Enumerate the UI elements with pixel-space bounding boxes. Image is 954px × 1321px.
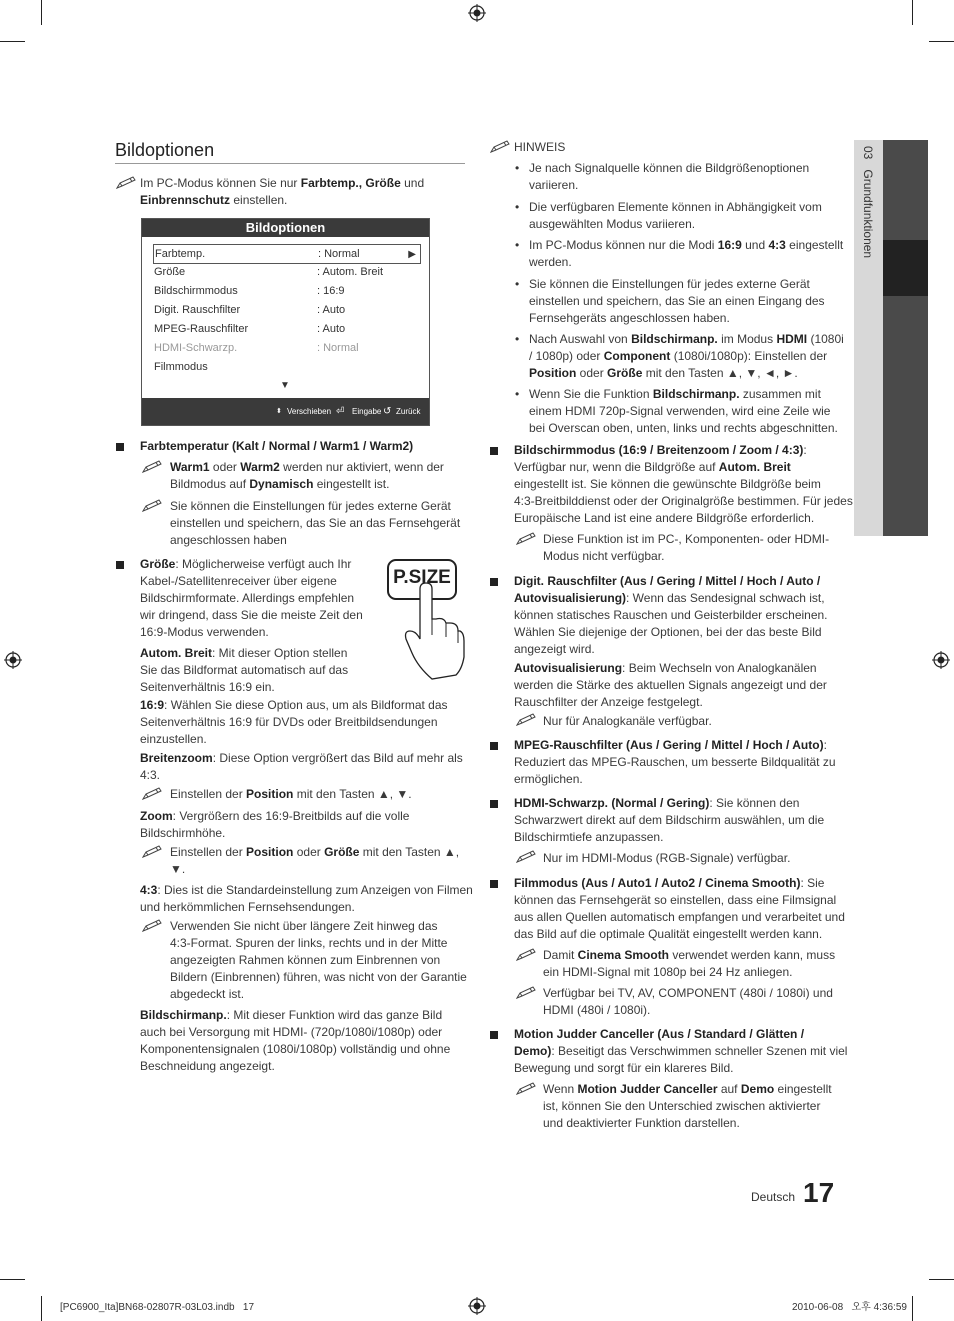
bullet-square xyxy=(490,578,498,586)
updown-icon: ⬍ xyxy=(276,408,282,415)
bullet-dot: • xyxy=(515,200,520,214)
osd-row-digit-rauschfilter[interactable]: Digit. Rauschfilter : Auto xyxy=(154,304,346,316)
autom-breit-paragraph: Autom. Breit: Mit dieser Option stellen Sie das Bildformat automatisch auf das Seitenverhältnis 16:9 ein. xyxy=(140,646,349,694)
note-pencil-icon xyxy=(142,845,164,859)
groesse-paragraph: Größe: Möglicherweise verfügt auch Ihr Kabel-/Satellitenreceiver über eigene Bildschirmformate. Allerdings empfehlen wir dringend, dass Sie die meiste Zeit den 16:9-Modus verwenden. xyxy=(140,557,363,639)
enter-icon: ⏎ xyxy=(336,406,345,417)
breitenzoom-paragraph: Breitenzoom: Diese Option vergrößert das Bild auf mehr als 4:3. xyxy=(140,751,463,782)
scroll-down-icon[interactable]: ▼ xyxy=(280,380,290,391)
filmmodus-paragraph: Filmmodus (Aus / Auto1 / Auto2 / Cinema Smooth): Sie können das Fernsehgerät so einstellen, dass eine Filmsignal aus allen Quellen automatisch empfangen und verarbeitet und das Bild auf die optimale Qualität eingestellt werden kann. xyxy=(514,876,845,941)
side-tab-dark xyxy=(883,296,928,536)
arrow-right-icon: ▶ xyxy=(408,249,416,260)
crop-mark xyxy=(912,1296,913,1321)
mjc-note: Wenn Motion Judder Canceller auf Demo eingestellt ist, können Sie den Unterschied zwischen aktivierter und deaktivierter Funktion darstellen. xyxy=(543,1082,832,1130)
filmmodus-note-2: Verfügbar bei TV, AV, COMPONENT (480i / 1080i) und HDMI (480i / 1080i). xyxy=(543,986,833,1017)
filmmodus-note-1: Damit Cinema Smooth verwendet werden kann, muss ein HDMI-Signal mit 1080p bei 24 Hz anliegen. xyxy=(543,948,836,979)
note-pencil-icon xyxy=(142,499,164,513)
bullet-square xyxy=(116,561,124,569)
hinweis-heading: HINWEIS xyxy=(514,140,566,154)
crop-mark xyxy=(929,1279,954,1280)
osd-row-bildschirmmodus[interactable]: Bildschirmmodus : 16:9 xyxy=(154,285,345,297)
note-pencil-icon xyxy=(142,919,164,933)
registration-mark-icon xyxy=(468,4,486,22)
side-tab-active xyxy=(883,240,928,296)
crop-mark xyxy=(0,1279,25,1280)
osd-row-mpeg-rauschfilter[interactable]: MPEG-Rauschfilter : Auto xyxy=(154,323,346,335)
note-pencil-icon xyxy=(516,1082,538,1096)
osd-row-hdmi-schwarzp: HDMI-Schwarzp. : Normal xyxy=(154,342,359,354)
note-pencil-icon xyxy=(490,140,512,154)
note-pencil-icon xyxy=(516,986,538,1000)
r43-paragraph: 4:3: Dies ist die Standardeinstellung zum Anzeigen von Filmen und herkömmlichen Fernsehsendungen. xyxy=(140,883,473,914)
zoom-paragraph: Zoom: Vergrößern des 16:9-Breitbilds auf die volle Bildschirmhöhe. xyxy=(140,809,410,840)
bildschirmmodus-note: Diese Funktion ist im PC-, Komponenten- oder HDMI- Modus nicht verfügbar. xyxy=(543,532,830,563)
note-pencil-icon xyxy=(142,787,164,801)
bullet-square xyxy=(490,800,498,808)
mpeg-rauschfilter-paragraph: MPEG-Rauschfilter (Aus / Gering / Mittel / Hoch / Auto): Reduziert das MPEG-Rauschen, um besserte Bildqualität zu ermöglichen. xyxy=(514,738,836,786)
registration-mark-icon xyxy=(932,651,950,669)
note-pencil-icon xyxy=(516,713,538,727)
bullet-square xyxy=(490,447,498,455)
bullet-square xyxy=(490,880,498,888)
zoom-note: Einstellen der Position oder Größe mit den Tasten ▲, ▼. xyxy=(170,845,460,876)
bullet-dot: • xyxy=(515,161,520,175)
digit-note: Nur für Analogkanäle verfügbar. xyxy=(543,714,712,728)
intro-line-2: Einbrennschutz einstellen. xyxy=(140,193,288,207)
note-pencil-icon xyxy=(142,460,164,474)
bullet-square xyxy=(490,1031,498,1039)
note-pencil-icon xyxy=(516,850,538,864)
crop-mark xyxy=(41,0,42,25)
hinweis-item-4: Sie können die Einstellungen für jedes externe Gerät einstellen und speichern, das Sie an einen Eingang des Fernsehgeräts angeschlossen haben. xyxy=(529,277,825,325)
side-tab-dark xyxy=(883,140,928,240)
farbtemp-note-1: Warm1 oder Warm2 werden nur aktiviert, wenn der Bildmodus auf Dynamisch eingestellt ist. xyxy=(170,460,444,491)
mjc-paragraph: Motion Judder Canceller (Aus / Standard / Glätten / Demo): Beseitigt das Verschwimmen schneller Szenen mit viel Bewegung und sorgt für ein klareres Bild. xyxy=(514,1027,848,1075)
osd-title: Bildoptionen xyxy=(142,219,429,237)
osd-menu xyxy=(141,218,430,426)
bildschirmmodus-paragraph: Bildschirmmodus (16:9 / Breitenzoom / Zoom / 4:3): Verfügbar nur, wenn die Bildgröße auf Autom. Breit eingestellt ist. Sie können die gewünschte Bildgröße beim 4:3-Breitbilddienst oder der Originalgröße bestimmen. Für jedes Europäische Land ist eine andere Bildgröße erforderlich. xyxy=(514,443,853,525)
chapter-number: 03 xyxy=(861,146,875,160)
bullet-dot: • xyxy=(515,277,520,291)
return-icon: ↺ xyxy=(383,406,392,417)
autovisualisierung-paragraph: Autovisualisierung: Beim Wechseln von Analogkanälen werden die Stärke des aktuellen Signals angezeigt und der Rauschfilter der Anzeige festgelegt. xyxy=(514,661,827,709)
bullet-dot: • xyxy=(515,387,520,401)
crop-mark xyxy=(0,41,25,42)
breitenzoom-note: Einstellen der Position mit den Tasten ▲, ▼. xyxy=(170,787,412,801)
chapter-label: Grundfunktionen xyxy=(861,169,875,259)
osd-row-farbtemp[interactable]: Farbtemp. : Normal ▶ xyxy=(153,244,421,264)
r43-note: Verwenden Sie nicht über längere Zeit hinweg das 4:3-Format. Spuren der links, rechts und in der Mitte angezeigten Rahmen können zum Einbrennen von Bildern (Einbrennen) führen, was nicht von der Garantie abgedeckt ist. xyxy=(170,919,467,1001)
hdmi-schwarzp-paragraph: HDMI-Schwarzp. (Normal / Gering): Sie können den Schwarzwert direkt auf dem Bildschirm auswählen, um die Bildschirmtiefe anzupassen. xyxy=(514,796,825,844)
psize-label: P.SIZE xyxy=(393,567,451,588)
bullet-square xyxy=(490,742,498,750)
crop-mark xyxy=(929,41,954,42)
language-label: Deutsch xyxy=(751,1190,796,1204)
hdmi-note: Nur im HDMI-Modus (RGB-Signale) verfügbar. xyxy=(543,851,791,865)
hinweis-item-6: Wenn Sie die Funktion Bildschirmanp. zusammen mit einem HDMI 720p-Signal verwenden, wird eine Zeile wie bei Overscan oben, unten, links und rechts abgeschnitten. xyxy=(529,387,838,435)
print-date: 2010-06-08 오후 4:36:59 xyxy=(792,1302,907,1313)
hinweis-item-2: Die verfügbaren Elemente können in Abhängigkeit vom ausgewählten Modus variieren. xyxy=(529,200,822,231)
registration-mark-icon xyxy=(468,1297,486,1315)
osd-row-filmmodus[interactable]: Filmmodus xyxy=(154,361,208,373)
crop-mark xyxy=(912,0,913,25)
page-number: 17 xyxy=(803,1177,835,1208)
bildschirmanp-paragraph: Bildschirmanp.: Mit dieser Funktion wird das ganze Bild auch bei Versorgung mit HDMI- (720p/1080i/1080p) oder Komponentensignalen (1080i/1080p) vollständig und ohne Beschneidung angezeigt. xyxy=(140,1008,451,1073)
hinweis-item-1: Je nach Signalquelle können die Bildgrößenoptionen variieren. xyxy=(529,161,810,192)
hinweis-item-3: Im PC-Modus können nur die Modi 16:9 und 4:3 eingestellt werden. xyxy=(529,238,844,269)
bullet-dot: • xyxy=(515,332,520,346)
farbtemp-note-2: Sie können die Einstellungen für jedes externe Gerät einstellen und speichern, das Sie an das Fernsehgerät angeschlossen haben xyxy=(170,499,461,547)
crop-mark xyxy=(41,1296,42,1321)
bullet-dot: • xyxy=(515,238,520,252)
note-pencil-icon xyxy=(116,176,138,190)
hinweis-item-5: Nach Auswahl von Bildschirmanp. im Modus HDMI (1080i / 1080p) oder Component (1080i/1080p): Einstellen der Position oder Größe mit den Tasten ▲, ▼, ◄, ►. xyxy=(529,332,844,380)
note-pencil-icon xyxy=(516,948,538,962)
r169-paragraph: 16:9: Wählen Sie diese Option aus, um als Bildformat das Seitenverhältnis 16:9 für DVDs oder Breitbildsendungen einzustellen. xyxy=(140,698,448,746)
osd-row-groesse[interactable]: Größe : Autom. Breit xyxy=(154,266,384,278)
farbtemp-heading: Farbtemperatur (Kalt / Normal / Warm1 / Warm2) xyxy=(140,439,414,453)
file-info: [PC6900_Ita]BN68-02807R-03L03.indb 17 xyxy=(60,1302,255,1313)
osd-footer: ⬍ Verschieben ⏎ Eingabe ↺ Zurück xyxy=(142,398,429,425)
registration-mark-icon xyxy=(4,651,22,669)
bullet-square xyxy=(116,443,124,451)
section-title: Bildoptionen xyxy=(115,140,215,160)
note-pencil-icon xyxy=(516,532,538,546)
title-divider xyxy=(115,163,465,164)
digit-rauschfilter-paragraph: Digit. Rauschfilter (Aus / Gering / Mittel / Hoch / Auto / Autovisualisierung): Wenn das Sendesignal schwach ist, können statisches Rauschen und Geisterbilder erscheinen. Wählen Sie diejenige der Optionen, bei der das beste Bild angezeigt wird. xyxy=(514,574,828,656)
intro-line-1: Im PC-Modus können Sie nur Farbtemp., Größe und xyxy=(140,176,425,190)
